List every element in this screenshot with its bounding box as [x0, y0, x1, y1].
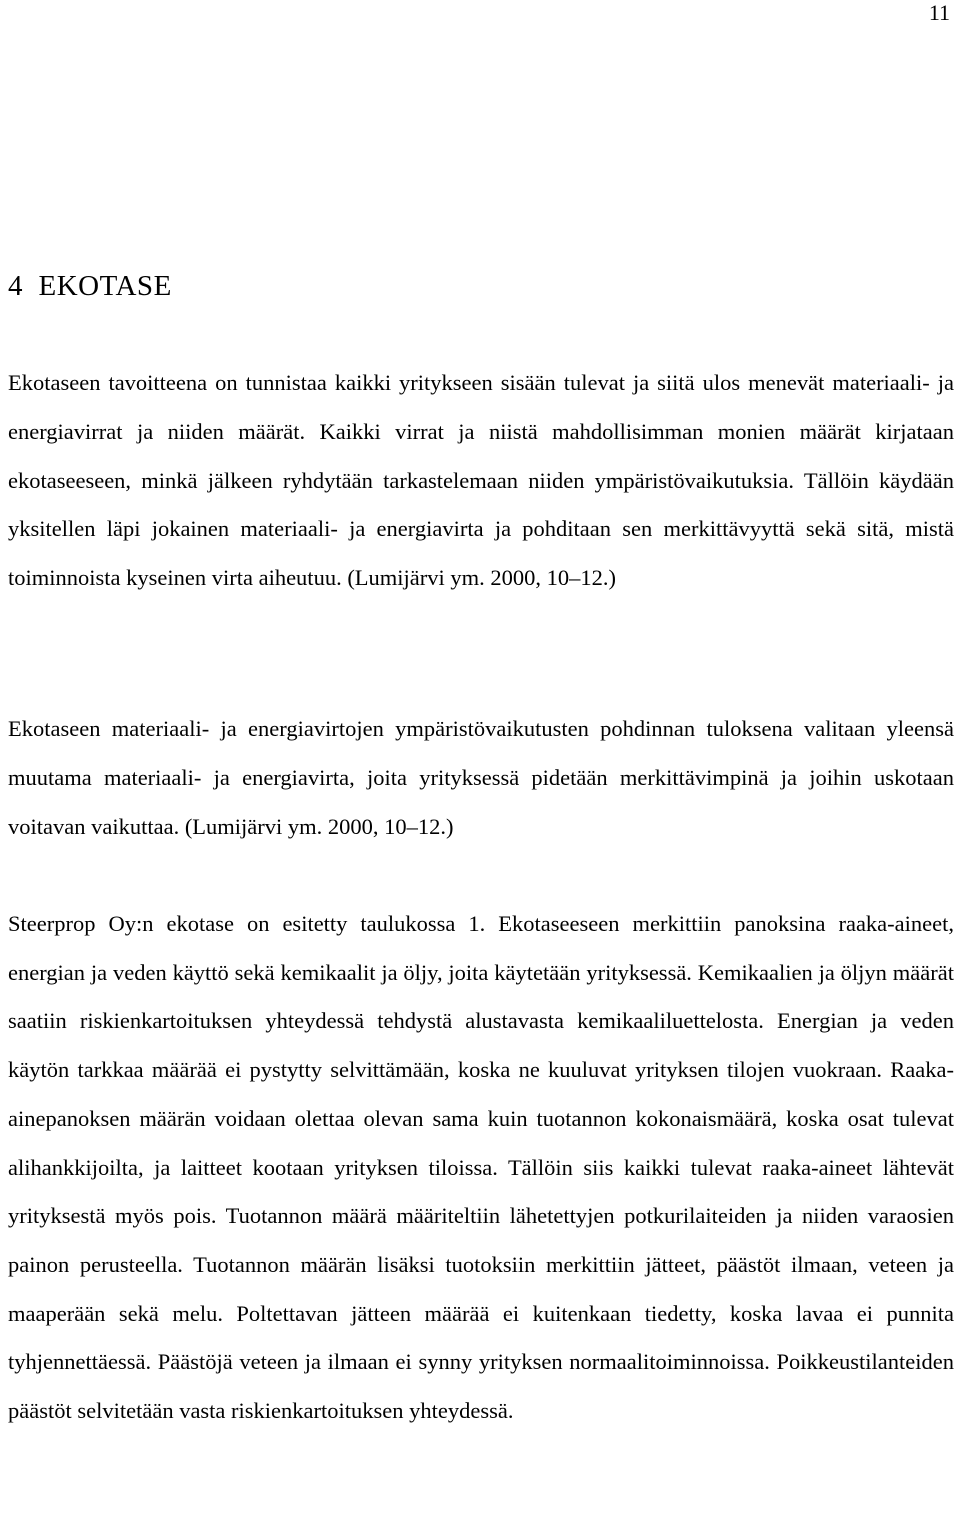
page-number: 11 — [928, 0, 950, 25]
paragraph-selection: Ekotaseen materiaali- ja energiavirtojen ympäristövaikutusten pohdinnan tuloksena valitaan yleensä muutama materiaali- ja energiavirta, joita yrityksessä pidetään merkittävimpinä ja joihin uskotaan voitavan vaikuttaa. (Lumijärvi ym. 2000, 10–12.) — [8, 716, 954, 839]
paragraph-steerprop: Steerprop Oy:n ekotase on esitetty taulukossa 1. Ekotaseeseen merkittiin panoksina raaka-aineet, energian ja veden käyttö sekä kemikaalit ja öljy, joita käytetään yrityksessä. Kemikaalien ja öljyn määrät saatiin riskienkartoituksen yhteydessä tehdystä alustavasta kemikaaliluettelosta. Energian ja veden käytön tarkkaa määrää ei pystytty selvittämään, koska ne kuuluvat yrityksen tilojen vuokraan. Raaka-ainepanoksen määrän voidaan olettaa olevan sama kuin tuotannon kokonaismäärä, koska osat tulevat alihankkijoilta, ja laitteet kootaan yrityksen tiloissa. Tällöin siis kaikki tulevat raaka-aineet lähtevät yrityksestä myös pois. Tuotannon määrä määriteltiin lähetettyjen potkurilaiteiden ja niiden varaosien painon perusteella. Tuotannon määrän lisäksi tuotoksiin merkittiin jätteet, päästöt ilmaan, veteen ja maaperään sekä melu. Poltettavan jätteen määrää ei kuitenkaan tiedetty, koska lavaa ei punnita tyhjennettäessä. Päästöjä veteen ja ilmaan ei synny yrityksen normaalitoiminnoissa. Poikkeustilanteiden päästöt selvitetään vasta riskienkartoituksen yhteydessä. — [8, 911, 954, 1424]
paragraph-intro: Ekotaseen tavoitteena on tunnistaa kaikki yritykseen sisään tulevat ja siitä ulos menevät materiaali- ja energiavirrat ja niiden määrät. Kaikki virrat ja niistä mahdollisimman monien määrät kirjataan ekotaseeseen, minkä jälkeen ryhdytään tarkastelemaan niiden ympäristövaikutuksia. Tällöin käydään yksitellen läpi jokainen materiaali- ja energiavirta ja pohditaan sen merkittävyyttä sekä sitä, mistä toiminnoista kyseinen virta aiheutuu. (Lumijärvi ym. 2000, 10–12.) — [8, 370, 954, 591]
section-heading: 4 EKOTASE — [8, 270, 172, 302]
